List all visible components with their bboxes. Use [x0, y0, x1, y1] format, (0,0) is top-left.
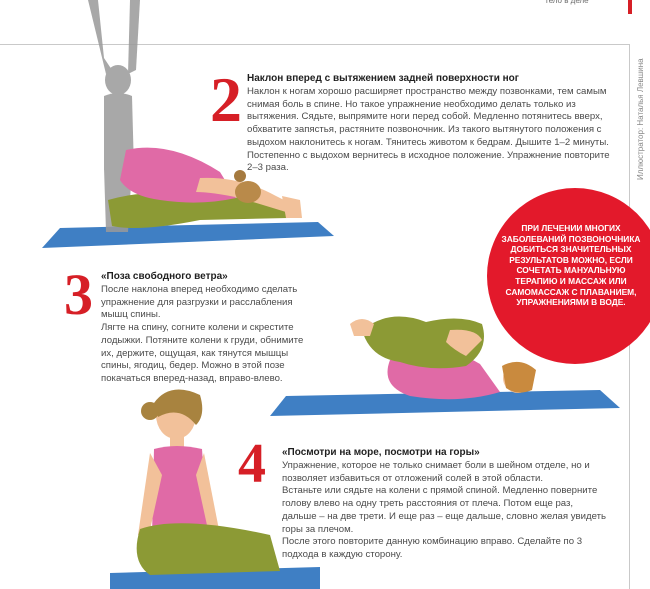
wind-pose-figure-icon [350, 317, 536, 400]
exercise-3-number: 3 [64, 262, 93, 327]
callout-text: ПРИ ЛЕЧЕНИИ МНОГИХ ЗАБОЛЕВАНИЙ ПОЗВОНОЧНИКА ДОБИТЬСЯ ЗНАЧИТЕЛЬНЫХ РЕЗУЛЬТАТОВ МОЖНО, ЕСЛИ СОЧЕТАТЬ МАНУАЛЬНУЮ ТЕРАПИЮ И МАССАЖ ИЛИ САМОМАССАЖ С ПЛАВАНИЕМ, УПРАЖНЕНИЯМИ В ВОДЕ. [501, 223, 641, 308]
top-red-marker [628, 0, 632, 14]
exercise-3-body: После наклона вперед необходимо сделать упражнение для разгрузки и расслабления мышц спины. Лягте на спину, согните колени и скрестите лодыжки. Потяните колени к груди, обнимите их, держите, ощущая, как тянутся мышцы спины, ягодиц, бедер. Можно в этой позе покачаться вперед-назад, вправо-влево. [101, 284, 304, 384]
exercise-4-body: Упражнение, которое не только снимает боли в шейном отделе, но и позволяет избавиться от отложений солей в этой области. Встаньте или сядьте на колени с прямой спиной. Медленно поверните голову влево на одну треть расстояния от плеча. Потом еще раз, дальше – на две трети. И еще раз – еще дальше, словно желая увидеть горы за плечом. После этого повторите данную комбинацию вправо. Сделайте по 3 подхода в каждую сторону. [282, 460, 606, 560]
exercise-3-title: «Поза свободного ветра» [101, 271, 228, 282]
exercise-2-title: Наклон вперед с вытяжением задней поверхности ног [247, 73, 519, 84]
illustrator-credit: Иллюстратор: Наталья Левшина [636, 58, 645, 180]
exercise-4-number: 4 [238, 433, 266, 495]
yoga-mat-icon [42, 222, 334, 248]
illustration-wind-pose [270, 300, 630, 420]
exercise-4-title: «Посмотри на море, посмотри на горы» [282, 447, 480, 458]
exercise-2-body: Наклон к ногам хорошо расширяет пространство между позвонками, тем самым снимая боль в спине. Но такое упражнение необходимо делать только из вытяжения. Сядьте, выпрямите ноги перед собой. Медленно потянитесь вверх, обхватите запястья, растяните позвоночник. Из такого вытянутого положения с выдохом наклонитесь к ногам. Тянитесь животом к бедрам. Дышите 1–2 минуты. Постепенно с выдохом вернитесь в исходное положение. Упражнение повторите 2–3 раза. [247, 86, 610, 174]
exercise-2-number: 2 [210, 64, 242, 135]
section-tag: тело в деле [545, 0, 589, 5]
